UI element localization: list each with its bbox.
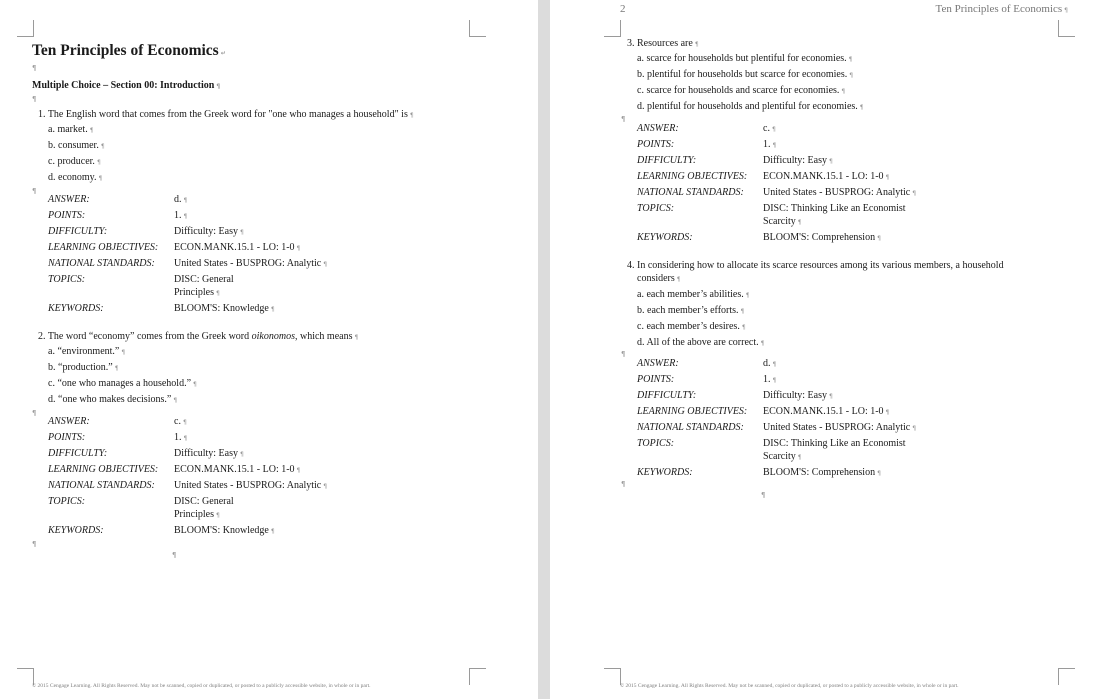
learning-objectives-label: LEARNING OBJECTIVES: — [637, 171, 748, 182]
learning-objectives-value[interactable]: ECON.MANK.15.1 - LO: 1-0 ¶ — [174, 464, 301, 475]
answer-label: ANSWER: — [637, 123, 679, 134]
keywords-value[interactable]: BLOOM'S: Knowledge ¶ — [174, 303, 275, 314]
national-standards-label: NATIONAL STANDARDS: — [48, 258, 155, 269]
learning-objectives-label: LEARNING OBJECTIVES: — [48, 464, 159, 475]
question-1-metadata — [48, 192, 327, 317]
topics-label: TOPICS: — [48, 496, 86, 507]
answer-option[interactable]: a. scarce for households but plentiful for economies. ¶ — [637, 53, 853, 64]
crop-mark — [604, 668, 621, 685]
paragraph-mark: ¶ — [761, 491, 766, 499]
answer-option[interactable]: d. “one who makes decisions.” ¶ — [48, 394, 178, 405]
paragraph-mark: ¶ — [172, 551, 177, 559]
topics-value[interactable]: DISC: General Principles ¶ — [174, 274, 234, 298]
points-value[interactable]: 1. ¶ — [763, 139, 777, 150]
document-title[interactable]: Ten Principles of Economics ↵ — [32, 42, 226, 59]
keywords-label: KEYWORDS: — [637, 467, 693, 478]
paragraph-mark: ¶ — [621, 115, 626, 123]
national-standards-value[interactable]: United States - BUSPROG: Analytic ¶ — [763, 187, 917, 198]
section-heading[interactable]: Multiple Choice – Section 00: Introduction ¶ — [32, 80, 221, 91]
learning-objectives-label: LEARNING OBJECTIVES: — [48, 242, 159, 253]
answer-option[interactable]: c. each member’s desires. ¶ — [637, 321, 746, 332]
difficulty-label: DIFFICULTY: — [48, 226, 108, 237]
question-stem[interactable]: 4. In considering how to allocate its scarce resources among its various members, a household considers ¶ — [627, 260, 1004, 284]
national-standards-label: NATIONAL STANDARDS: — [637, 422, 744, 433]
learning-objectives-label: LEARNING OBJECTIVES: — [637, 406, 748, 417]
crop-mark — [17, 20, 34, 37]
paragraph-mark: ¶ — [32, 540, 37, 548]
topics-value[interactable]: DISC: Thinking Like an Economist Scarcity ¶ — [763, 203, 906, 227]
question-3-metadata — [637, 121, 916, 246]
paragraph-mark: ¶ — [32, 187, 37, 195]
answer-option[interactable]: c. scarce for households and scarce for economies. ¶ — [637, 85, 846, 96]
topics-value[interactable]: DISC: General Principles ¶ — [174, 496, 234, 520]
crop-mark — [469, 668, 486, 685]
answer-option[interactable]: a. “environment.” ¶ — [48, 346, 126, 357]
copyright-footer: © 2015 Cengage Learning. All Rights Reserved. May not be scanned, copied or duplicated, or posted to a publicly accessible website, in whole or in part. — [32, 683, 371, 689]
keywords-value[interactable]: BLOOM'S: Knowledge ¶ — [174, 525, 275, 536]
learning-objectives-value[interactable]: ECON.MANK.15.1 - LO: 1-0 ¶ — [763, 171, 890, 182]
points-value[interactable]: 1. ¶ — [174, 210, 188, 221]
learning-objectives-value[interactable]: ECON.MANK.15.1 - LO: 1-0 ¶ — [763, 406, 890, 417]
copyright-footer: © 2015 Cengage Learning. All Rights Reserved. May not be scanned, copied or duplicated, or posted to a publicly accessible website, in whole or in part. — [620, 683, 959, 689]
answer-option[interactable]: c. “one who manages a household.” ¶ — [48, 378, 197, 389]
answer-option[interactable]: b. “production.” ¶ — [48, 362, 119, 373]
national-standards-value[interactable]: United States - BUSPROG: Analytic ¶ — [174, 480, 328, 491]
answer-value[interactable]: d. ¶ — [763, 358, 777, 369]
difficulty-label: DIFFICULTY: — [48, 448, 108, 459]
national-standards-value[interactable]: United States - BUSPROG: Analytic ¶ — [174, 258, 328, 269]
answer-value[interactable]: d. ¶ — [174, 194, 188, 205]
points-label: POINTS: — [48, 210, 86, 221]
answer-label: ANSWER: — [48, 416, 90, 427]
topics-label: TOPICS: — [48, 274, 86, 285]
learning-objectives-value[interactable]: ECON.MANK.15.1 - LO: 1-0 ¶ — [174, 242, 301, 253]
page-number: 2 — [620, 3, 626, 15]
crop-mark — [604, 20, 621, 37]
national-standards-label: NATIONAL STANDARDS: — [48, 480, 155, 491]
keywords-value[interactable]: BLOOM'S: Comprehension ¶ — [763, 467, 881, 478]
question-stem[interactable]: 3. Resources are ¶ — [627, 38, 699, 49]
running-header: Ten Principles of Economics ¶ — [935, 3, 1068, 15]
difficulty-value[interactable]: Difficulty: Easy ¶ — [763, 390, 833, 401]
document-page-1 — [0, 0, 538, 699]
national-standards-value[interactable]: United States - BUSPROG: Analytic ¶ — [763, 422, 917, 433]
points-value[interactable]: 1. ¶ — [763, 374, 777, 385]
answer-value[interactable]: c. ¶ — [174, 416, 187, 427]
answer-value[interactable]: c. ¶ — [763, 123, 776, 134]
difficulty-label: DIFFICULTY: — [637, 155, 697, 166]
paragraph-mark: ¶ — [621, 480, 626, 488]
national-standards-label: NATIONAL STANDARDS: — [637, 187, 744, 198]
question-4-metadata — [637, 356, 916, 481]
answer-option[interactable]: b. consumer. ¶ — [48, 140, 105, 151]
keywords-label: KEYWORDS: — [48, 303, 104, 314]
difficulty-value[interactable]: Difficulty: Easy ¶ — [174, 448, 244, 459]
question-2-metadata — [48, 414, 327, 539]
topics-label: TOPICS: — [637, 203, 675, 214]
difficulty-value[interactable]: Difficulty: Easy ¶ — [763, 155, 833, 166]
difficulty-value[interactable]: Difficulty: Easy ¶ — [174, 226, 244, 237]
answer-option[interactable]: a. each member’s abilities. ¶ — [637, 289, 750, 300]
topics-label: TOPICS: — [637, 438, 675, 449]
question-3[interactable] — [627, 37, 864, 115]
page-gutter — [538, 0, 550, 699]
paragraph-mark: ¶ — [32, 64, 37, 72]
answer-option[interactable]: d. plentiful for households and plentiful for economies. ¶ — [637, 101, 864, 112]
points-value[interactable]: 1. ¶ — [174, 432, 188, 443]
points-label: POINTS: — [48, 432, 86, 443]
answer-option[interactable]: d. economy. ¶ — [48, 172, 103, 183]
question-stem[interactable]: 2. The word “economy” comes from the Greek word oikonomos, which means ¶ — [38, 331, 359, 342]
keywords-label: KEYWORDS: — [637, 232, 693, 243]
points-label: POINTS: — [637, 139, 675, 150]
question-2[interactable] — [38, 330, 358, 408]
question-1[interactable] — [38, 108, 414, 186]
keywords-label: KEYWORDS: — [48, 525, 104, 536]
topics-value[interactable]: DISC: Thinking Like an Economist Scarcity ¶ — [763, 438, 906, 462]
keywords-value[interactable]: BLOOM'S: Comprehension ¶ — [763, 232, 881, 243]
answer-option[interactable]: b. plentiful for households but scarce for economies. ¶ — [637, 69, 854, 80]
crop-mark — [469, 20, 486, 37]
question-4[interactable] — [627, 259, 1057, 351]
paragraph-mark: ¶ — [621, 350, 626, 358]
answer-option[interactable]: d. All of the above are correct. ¶ — [637, 337, 765, 348]
answer-label: ANSWER: — [48, 194, 90, 205]
answer-option[interactable]: a. market. ¶ — [48, 124, 94, 135]
difficulty-label: DIFFICULTY: — [637, 390, 697, 401]
question-stem[interactable]: 1. The English word that comes from the Greek word for "one who manages a household" is ¶ — [38, 109, 414, 120]
points-label: POINTS: — [637, 374, 675, 385]
paragraph-mark: ¶ — [32, 409, 37, 417]
crop-mark — [1058, 668, 1075, 685]
paragraph-mark: ¶ — [32, 95, 37, 103]
answer-label: ANSWER: — [637, 358, 679, 369]
crop-mark — [1058, 20, 1075, 37]
answer-option[interactable]: b. each member’s efforts. ¶ — [637, 305, 745, 316]
answer-option[interactable]: c. producer. ¶ — [48, 156, 101, 167]
